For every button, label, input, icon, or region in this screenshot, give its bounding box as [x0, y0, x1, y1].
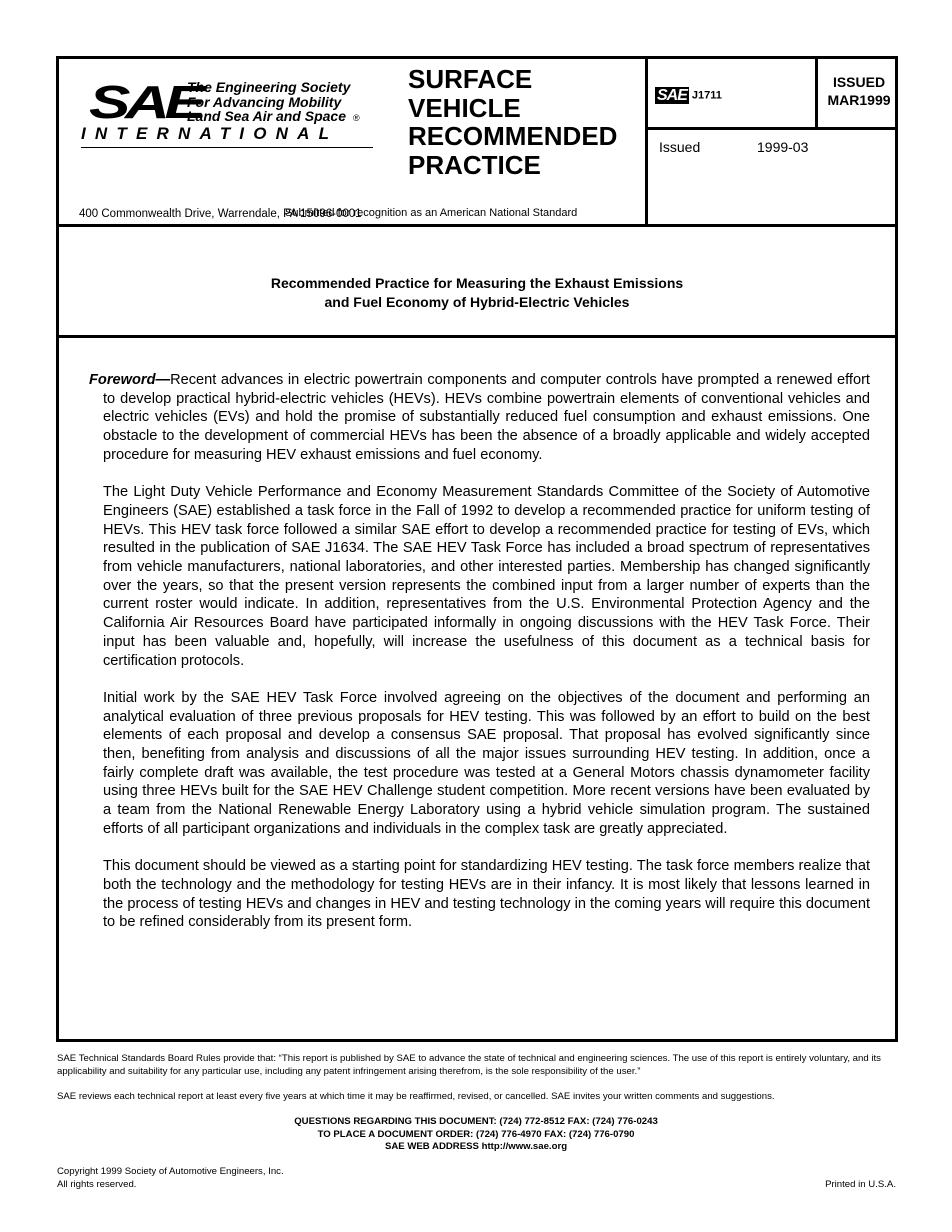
contact-line: QUESTIONS REGARDING THIS DOCUMENT: (724) 772-8512 FAX: (724) 776-0243 — [294, 1116, 658, 1127]
body-paragraph: This document should be viewed as a starting point for standardizing HEV testing. The task force members realize that both the technology and the methodology for testing HEVs are in their infancy. It is most likely that lessons learned in the process of testing HEVs and changes in HEV and testing technology in the coming years will require this document to be refined considerably from its present form. — [103, 858, 870, 931]
logo-rule — [81, 147, 373, 148]
standards-board-rules: SAE Technical Standards Board Rules provide that: “This report is published by SAE to advance the state of technical and engineering sciences. The use of this report is entirely voluntary, and its applicability and suitability for any particular use, including any patent infringement arising therefrom, is the sole responsibility of the user.” — [57, 1053, 881, 1077]
status-date: MAR1999 — [827, 92, 891, 108]
sae-logo-mark: SAE — [89, 76, 201, 128]
foreword-paragraph — [89, 371, 870, 465]
tagline-line: For Advancing Mobility — [187, 93, 342, 110]
foreword-label: Foreword— — [89, 372, 171, 388]
sae-address: 400 Commonwealth Drive, Warrendale, PA 15096-0001 — [79, 208, 362, 220]
issued-label: Issued — [659, 139, 701, 155]
doc-type-line: RECOMMENDED — [408, 121, 618, 151]
ansi-submission-note: Submitted for recognition as an American National Standard — [285, 207, 578, 219]
tagline-line: The Engineering Society — [187, 79, 351, 95]
status-box — [819, 73, 899, 109]
tagline-line: Land Sea Air and Space — [187, 108, 346, 124]
foreword-text: Recent advances in electric powertrain components and computer controls have prompted a renewed effort to develop practical hybrid-electric vehicles (HEVs). HEVs combine powertrain elements of conventional vehicles and electric vehicles (EVs) and hold the promise of substantially reduced fuel consumption and exhaust emissions. One obstacle to the development of commercial HEVs has been the absence of a broadly applicable and widely accepted procedure for measuring HEV exhaust emissions and fuel economy. — [103, 372, 870, 463]
document-frame — [56, 56, 898, 1042]
doc-type-line: SURFACE — [408, 64, 533, 94]
title-divider — [59, 335, 895, 338]
title-line: and Fuel Economy of Hybrid-Electric Vehicles — [324, 294, 630, 310]
foreword-body — [89, 371, 870, 951]
copyright — [57, 1166, 284, 1191]
header-column-divider — [645, 59, 648, 225]
registered-mark: ® — [353, 113, 360, 123]
status-column-divider — [815, 59, 818, 128]
sae-logo-tagline — [187, 80, 350, 124]
issued-date: 1999-03 — [757, 139, 809, 155]
doc-type-line: PRACTICE — [408, 149, 541, 180]
contact-line: TO PLACE A DOCUMENT ORDER: (724) 776-4970 FAX: (724) 776-0790 — [317, 1128, 635, 1140]
doc-type-line: VEHICLE — [408, 92, 521, 123]
printed-in: Printed in U.S.A. — [825, 1179, 896, 1190]
contact-info — [0, 1116, 952, 1154]
contact-line: SAE WEB ADDRESS http://www.sae.org — [384, 1141, 568, 1152]
document-number — [655, 87, 722, 104]
review-notice: SAE reviews each technical report at least every five years at which time it may be reaffirmed, revised, or cancelled. SAE invites your written comments and suggestions. — [57, 1091, 775, 1102]
document-number-text: J1711 — [691, 89, 722, 102]
copyright-line: All rights reserved. — [57, 1178, 137, 1190]
sae-mini-logo: SAE — [657, 87, 687, 104]
status-label: ISSUED — [832, 74, 886, 90]
sae-logo — [81, 77, 381, 157]
issued-row-divider — [645, 127, 895, 130]
document-title — [59, 274, 895, 312]
body-paragraph: The Light Duty Vehicle Performance and Economy Measurement Standards Committee of the Society of Automotive Engineers (SAE) established a task force in the Fall of 1992 to develop a recommended practice for uniform testing of HEVs. This HEV task force followed a similar SAE effort to develop a recommended practice for testing of EVs, which resulted in the publication of SAE J1634. The SAE HEV Task Force has included a broad spectrum of representatives from vehicle manufacturers, national laboratories, and other interested parties. Membership has changed significantly over the years, so that the present version represents the combined input from a larger number of experts than the current roster would indicate. In addition, representatives from the U.S. Environmental Protection Agency and the California Air Resources Board have participated informally in ongoing discussions with the HEV Task Force. Their input has been valuable and, hopefully, will increase the usefulness of this document as a technical basis for certification protocols. — [103, 484, 870, 669]
title-line: Recommended Practice for Measuring the Exhaust Emissions — [270, 275, 684, 291]
body-paragraph: Initial work by the SAE HEV Task Force involved agreeing on the objectives of the document and performing an analytical evaluation of three previous proposals for HEV testing. This was followed by an effort to build on the best elements of each proposal and develop a consensus SAE proposal. That proposal has evolved significantly since then, benefiting from analysis and discussions of all the major issues surrounding HEV testing. In addition, once a fairly complete draft was available, the test procedure was tested at a General Motors chassis dynamometer facility using three HEVs built for the SAE HEV Challenge student competition. More recent versions have been evaluated by a team from the National Renewable Energy Laboratory using a hybrid vehicle simulation program. The sustained efforts of all participant organizations and individuals in the complex task are greatly appreciated. — [103, 689, 870, 837]
document-type — [408, 65, 617, 179]
header-divider — [59, 224, 895, 227]
sae-logo-international: INTERNATIONAL — [81, 124, 339, 143]
copyright-line: Copyright 1999 Society of Automotive Engineers, Inc. — [57, 1166, 284, 1177]
